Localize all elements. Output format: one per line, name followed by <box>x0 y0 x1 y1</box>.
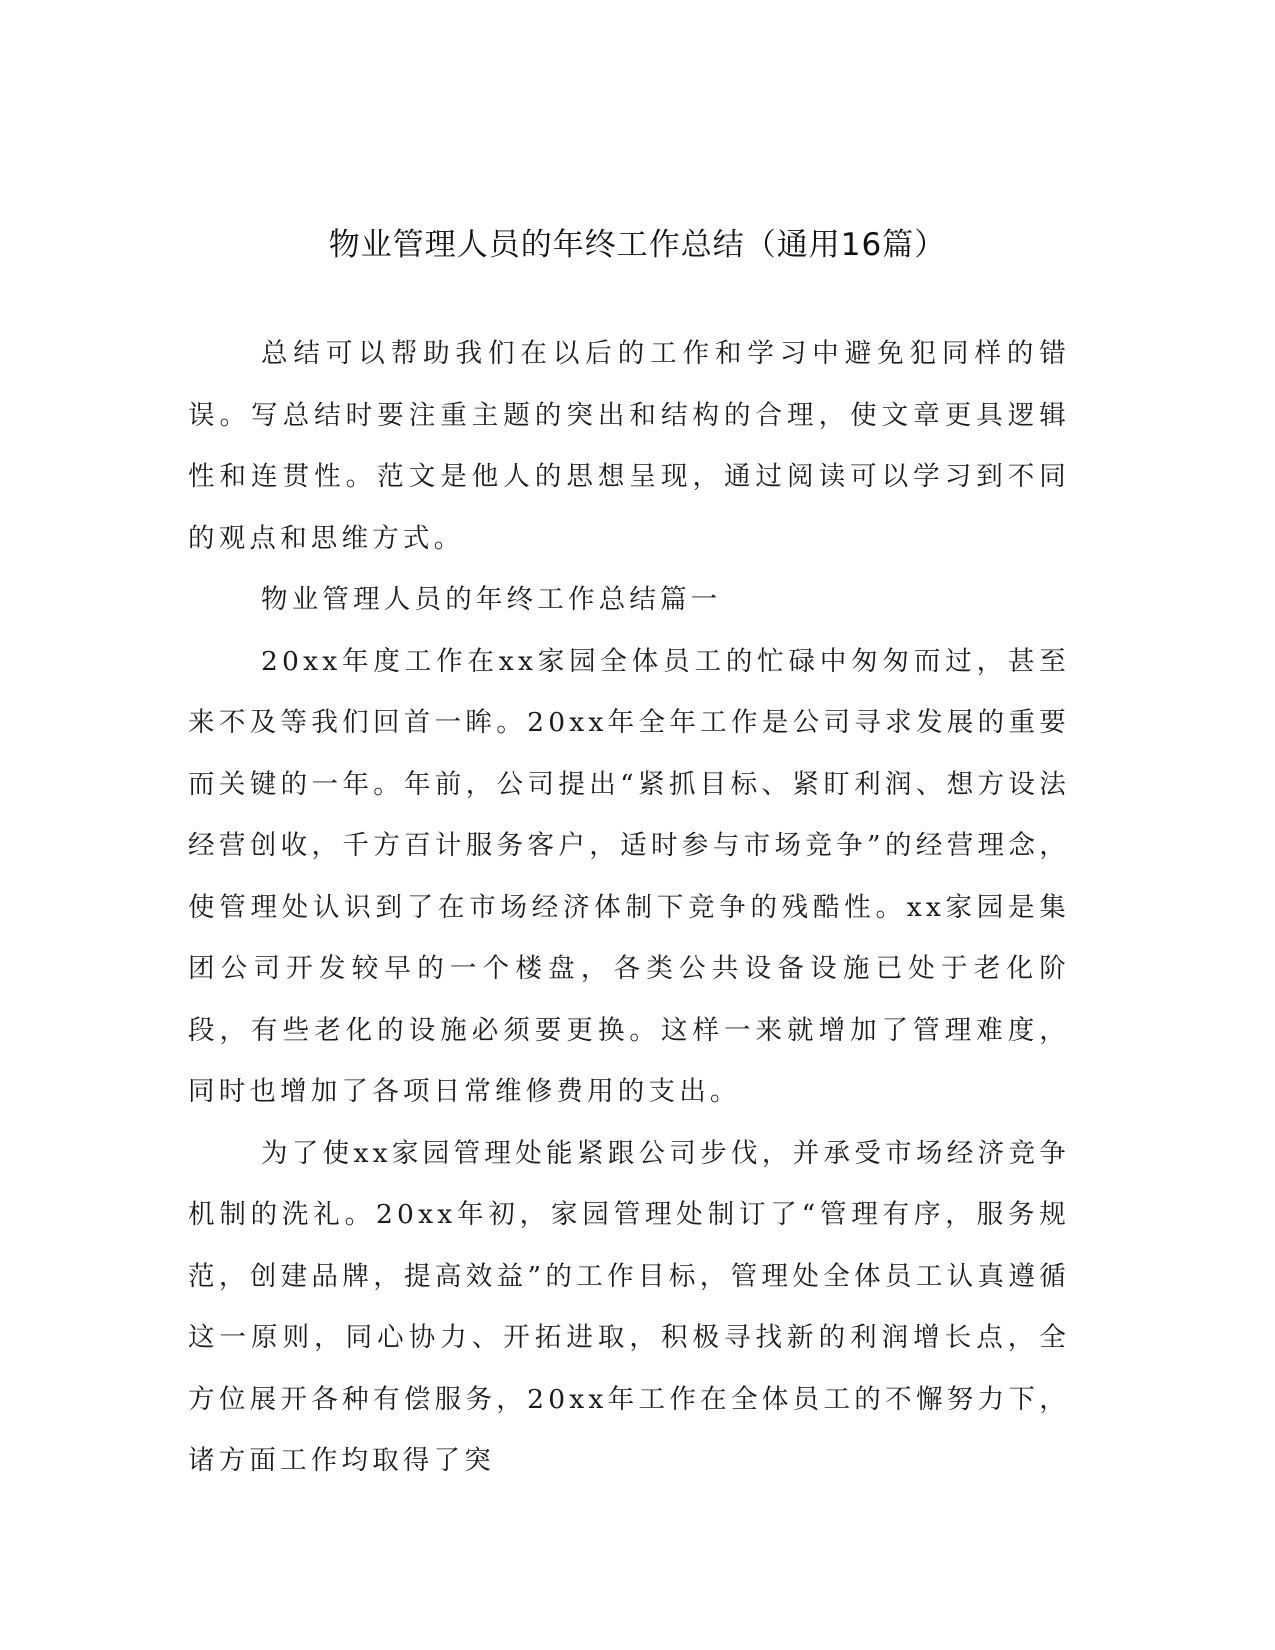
body-paragraph-2: 为了使xx家园管理处能紧跟公司步伐，并承受市场经济竞争机制的洗礼。20xx年初，家园管理处制订了“管理有序，服务规范，创建品牌，提高效益”的工作目标，管理处全体员工认真遵循这一原则，同心协力、开拓进取，积极寻找新的利润增长点，全方位展开各种有偿服务，20xx年工作在全体员工的不懈努力下，诸方面工作均取得了突 <box>188 1137 1070 1476</box>
document-body <box>188 323 1070 1492</box>
intro-paragraph: 总结可以帮助我们在以后的工作和学习中避免犯同样的错误。写总结时要注重主题的突出和结构的合理，使文章更具逻辑性和连贯性。范文是他人的思想呈现，通过阅读可以学习到不同的观点和思维方式。 <box>188 338 1070 554</box>
section-heading: 物业管理人员的年终工作总结篇一 <box>261 584 722 615</box>
document-title: 物业管理人员的年终工作总结（通用16篇） <box>328 226 947 263</box>
body-paragraph-1: 20xx年度工作在xx家园全体员工的忙碌中匆匆而过，甚至来不及等我们回首一眸。20xx年全年工作是公司寻求发展的重要而关键的一年。年前，公司提出“紧抓目标、紧盯利润、想方设法经营创收，千方百计服务客户，适时参与市场竞争”的经营理念，使管理处认识到了在市场经济体制下竞争的残酷性。xx家园是集团公司开发较早的一个楼盘，各类公共设备设施已处于老化阶段，有些老化的设施必须要更换。这样一来就增加了管理难度，同时也增加了各项日常维修费用的支出。 <box>188 645 1070 1107</box>
